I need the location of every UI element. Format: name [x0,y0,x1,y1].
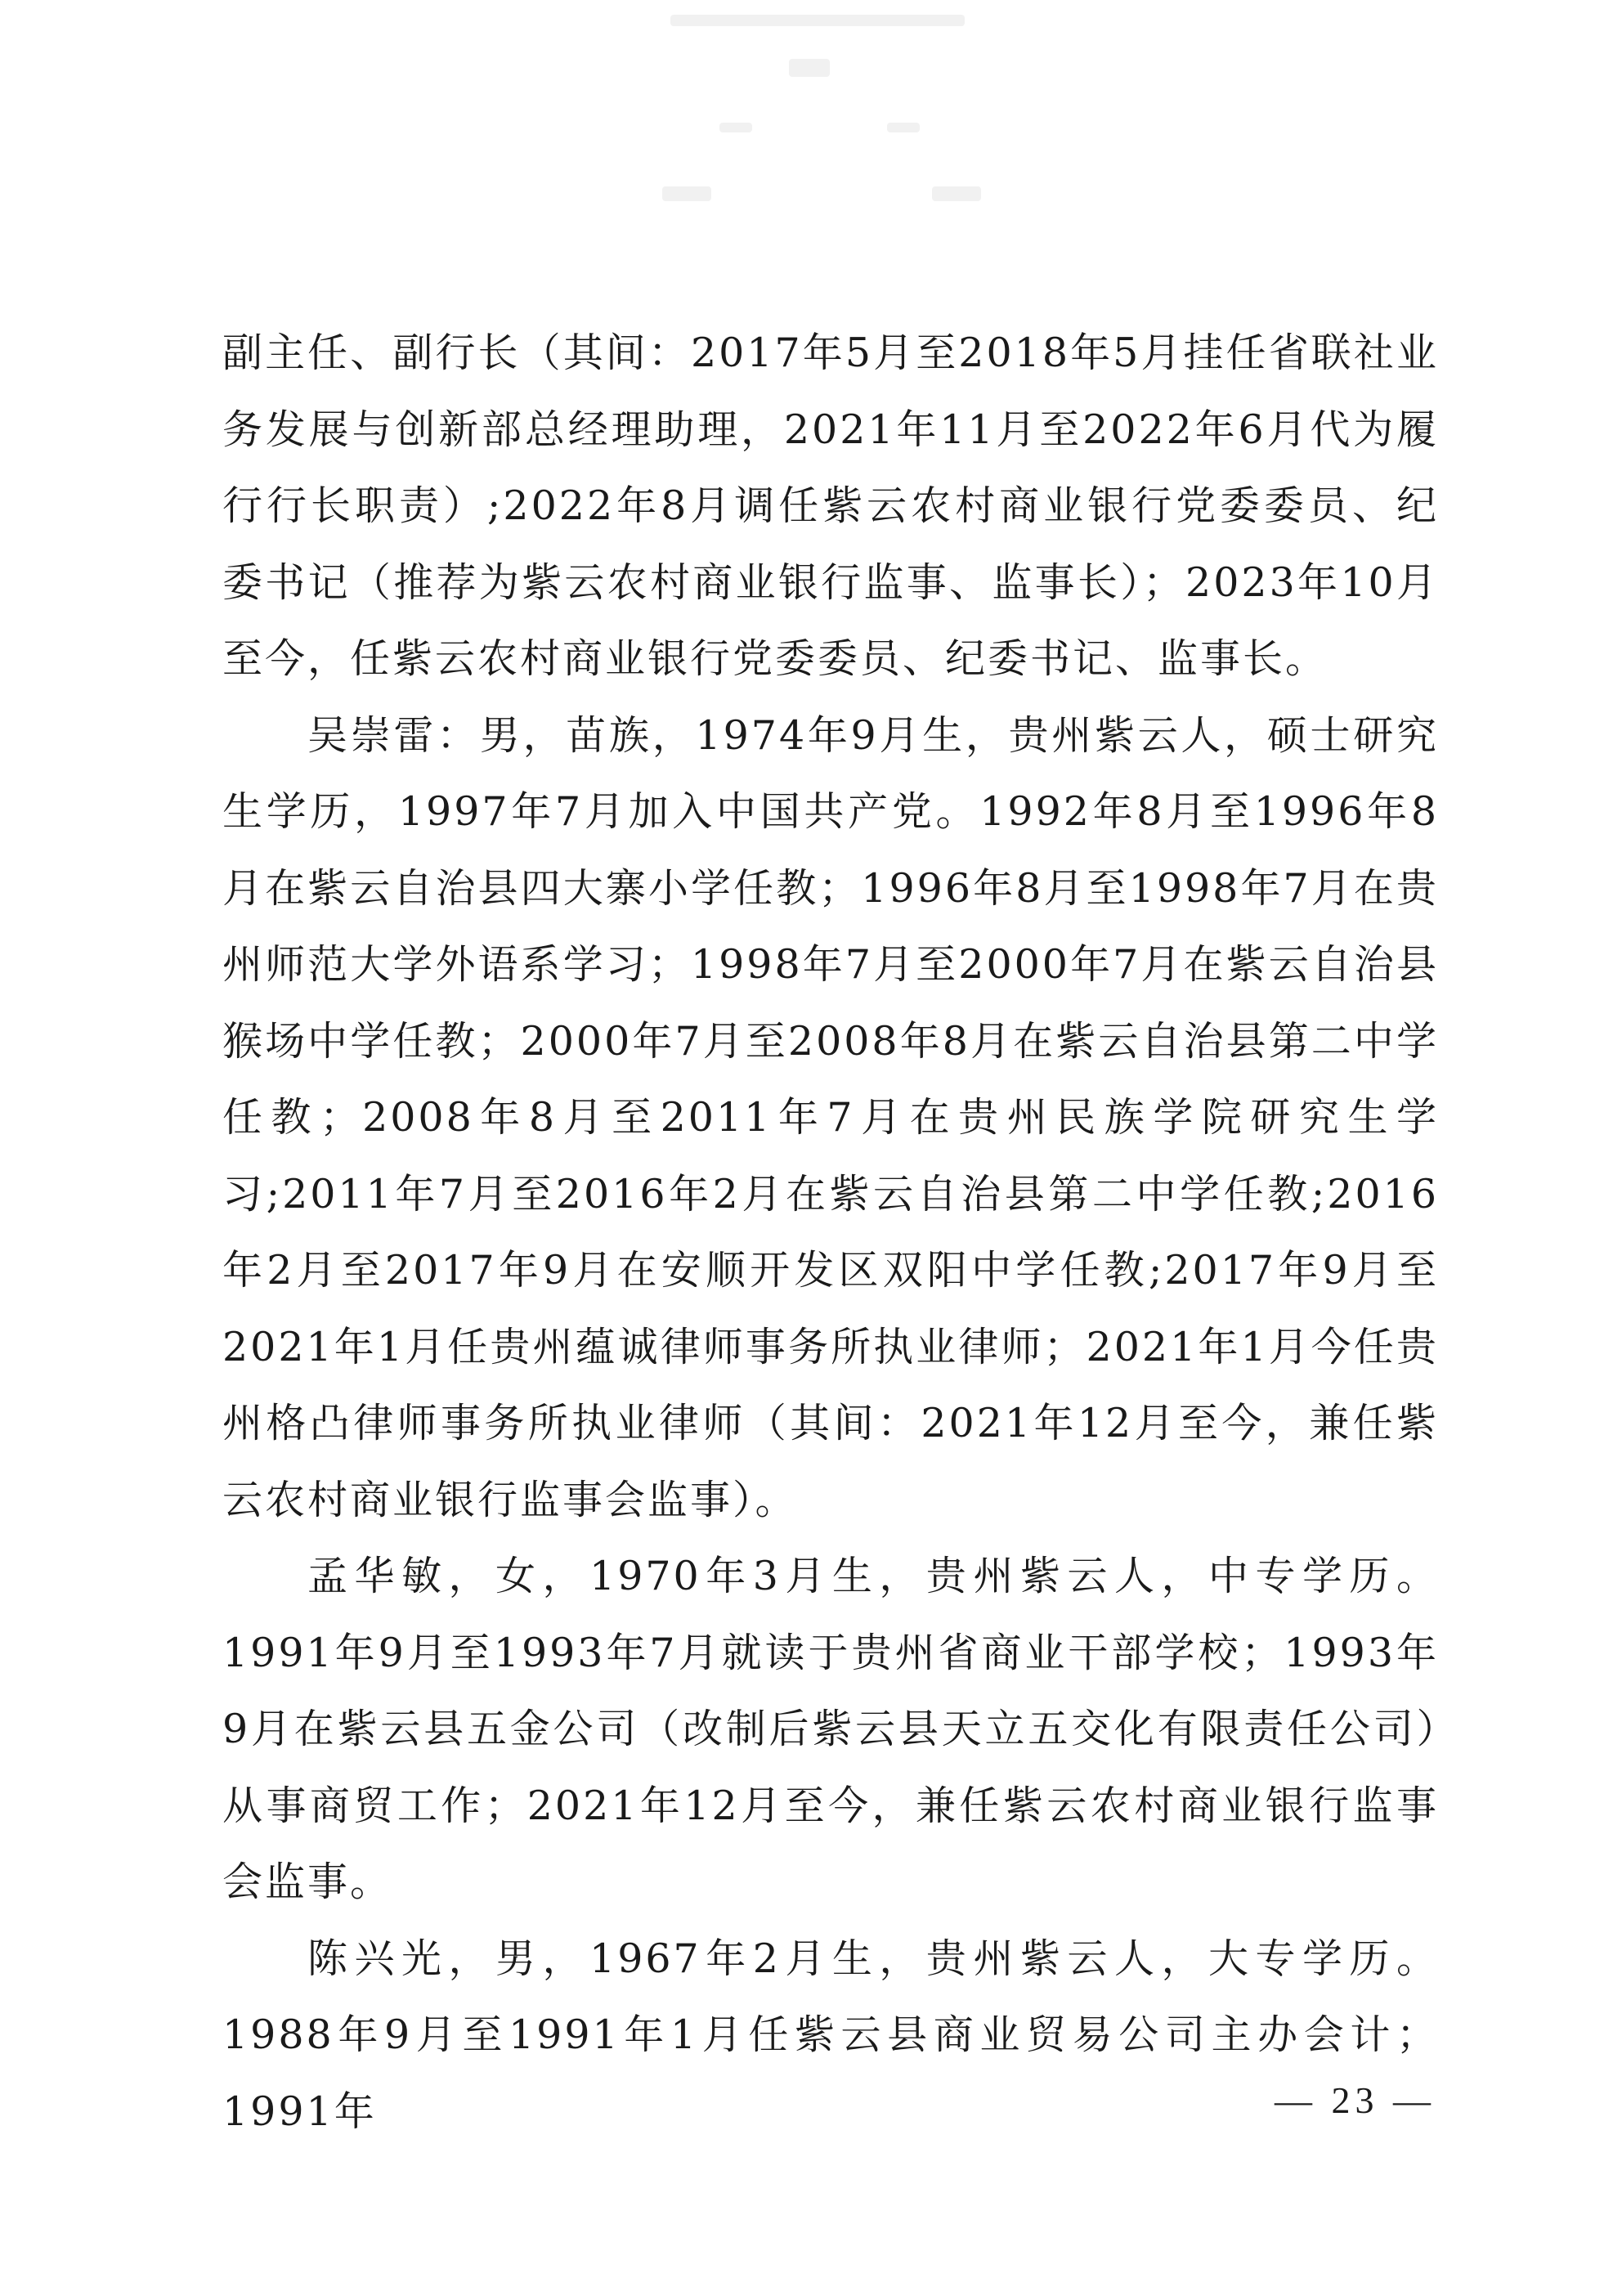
faded-header-bleed [0,0,1622,245]
bleed-mark [719,123,752,132]
bleed-mark [887,123,920,132]
bleed-mark [670,15,965,26]
paragraph-continuation: 副主任、副行长（其间：2017年5月至2018年5月挂任省联社业务发展与创新部总经理助理，2021年11月至2022年6月代为履行行长职责）;2022年8月调任紫云农村商业银行党委委员、纪委书记（推荐为紫云农村商业银行监事、监事长）；2023年10月至今，任紫云农村商业银行党委委员、纪委书记、监事长。 [222,330,1439,682]
paragraph-chen-xingguang: 陈兴光，男，1967年2月生，贵州紫云人，大专学历。1988年9月至1991年1月任紫云县商业贸易公司主办会计；1991年 [222,1935,1439,2135]
paragraph-wu-chonglei: 吴崇雷：男，苗族，1974年9月生，贵州紫云人，硕士研究生学历，1997年7月加入中国共产党。1992年8月至1996年8月在紫云自治县四大寨小学任教；1996年8月至1998年7月在贵州师范大学外语系学习；1998年7月至2000年7月在紫云自治县猴场中学任教；2000年7月至2008年8月在紫云自治县第二中学任教；2008年8月至2011年7月在贵州民族学院研究生学习;2011年7月至2016年2月在紫云自治县第二中学任教;2016年2月至2017年9月在安顺开发区双阳中学任教;2017年9月至2021年1月任贵州蕴诚律师事务所执业律师；2021年1月今任贵州格凸律师事务所执业律师（其间：2021年12月至今，兼任紫云农村商业银行监事会监事）。 [222,711,1440,1523]
bleed-mark [662,186,711,201]
paragraph-meng-huamin: 孟华敏，女，1970年3月生，贵州紫云人，中专学历。1991年9月至1993年7月就读于贵州省商业干部学校；1993年9月在紫云县五金公司（改制后紫云县天立五交化有限责任公司）从事商贸工作；2021年12月至今，兼任紫云农村商业银行监事会监事。 [222,1553,1439,1905]
bleed-mark [932,186,981,201]
page-number: — 23 — [1275,2079,1436,2121]
bleed-mark [789,59,830,77]
document-body [222,315,1439,2150]
